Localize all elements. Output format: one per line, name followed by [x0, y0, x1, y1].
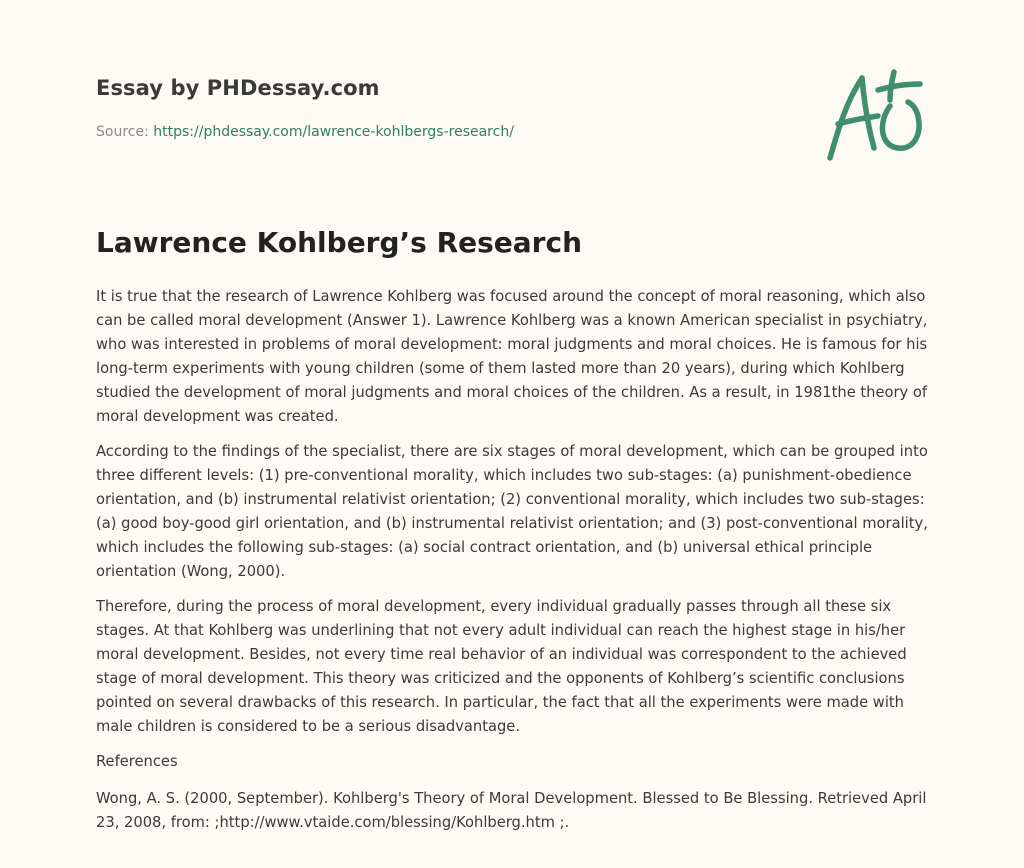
references-heading: References: [96, 753, 178, 770]
source-line: [96, 124, 514, 140]
paragraph: According to the findings of the specialist, there are six stages of moral development, which can be grouped into three different levels: (1) pre-conventional morality, which includes two sub-stages: (a) punishment-obedience orientation, and (b) instrumental relativist orientation; (2) conventional morality, which includes two sub-stages: (a) good boy-good girl orientation, and (b) instrumental relativist orientation; and (3) post-conventional morality, which includes the following sub-stages: (a) social contract orientation, and (b) universal ethical principle orientation (Wong, 2000).: [96, 443, 928, 580]
a-plus-logo-icon: [818, 66, 930, 166]
article-title: Lawrence Kohlberg’s Research: [96, 226, 583, 259]
paragraph: It is true that the research of Lawrence Kohlberg was focused around the concept of moral reasoning, which also can be called moral development (Answer 1). Lawrence Kohlberg was a known American specialist in psychiatry, who was interested in problems of moral development: moral judgments and moral choices. He is famous for his long-term experiments with young children (some of them lasted more than 20 years), during which Kohlberg studied the development of moral judgments and moral choices of the children. As a result, in 1981the theory of moral development was created.: [96, 288, 928, 425]
source-label: Source:: [96, 124, 154, 140]
article-body: [96, 285, 928, 846]
paragraph: Therefore, during the process of moral development, every individual gradually passes through all these six stages. At that Kohlberg was underlining that not every adult individual can reach the highest stage in his/her moral development. Besides, not every time real behavior of an individual was correspondent to the achieved stage of moral development. This theory was criticized and the opponents of Kohlberg’s scientific conclusions pointed on several drawbacks of this research. In particular, the fact that all the experiments were made with male children is considered to be a serious disadvantage.: [96, 598, 907, 735]
source-link[interactable]: https://phdessay.com/lawrence-kohlbergs-research/: [153, 124, 514, 140]
reference-item: Wong, A. S. (2000, September). Kohlberg's Theory of Moral Development. Blessed to Be Blessing. Retrieved April 23, 2008, from: ;http://www.vtaide.com/blessing/Kohlberg.htm ;.: [96, 790, 927, 831]
site-brand: Essay by PHDessay.com: [96, 76, 380, 100]
